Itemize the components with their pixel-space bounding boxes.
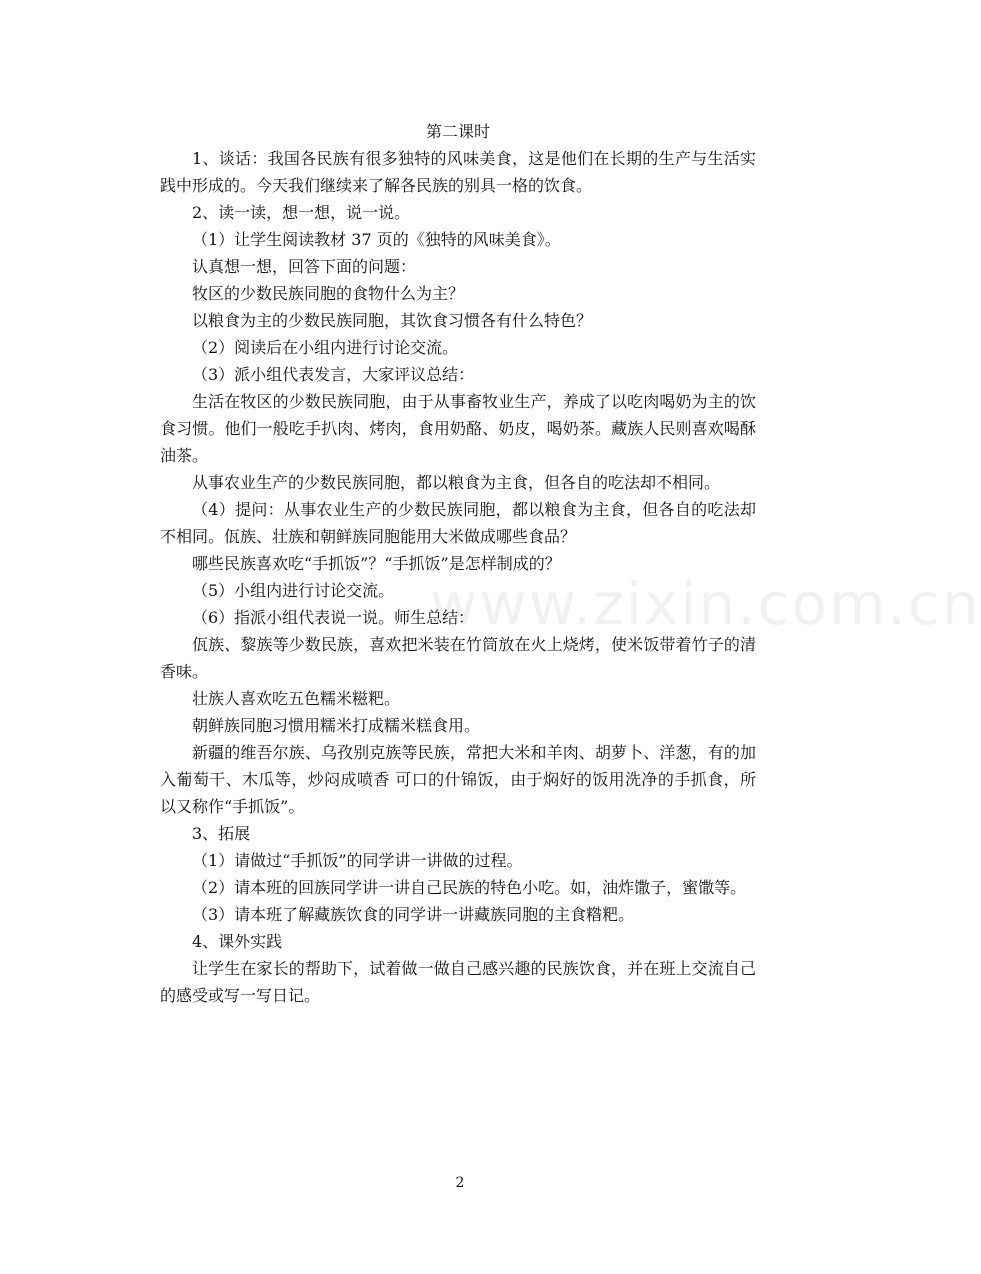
step-2-heading: 2、读一读，想一想，说一说。: [192, 203, 411, 222]
zhuang-ciba-paragraph: 壮族人喜欢吃五色糯米糍粑。: [192, 689, 401, 708]
step-4-heading: 4、课外实践: [192, 932, 283, 951]
hand-rice-question-paragraph: 哪些民族喜欢吃“手抓饭”？“手抓饭”是怎样制成的？: [192, 554, 561, 573]
bamboo-rice-paragraph: 佤族、黎族等少数民族，喜欢把米装在竹筒放在火上烧烤，使米饭带着竹子的清香味。: [160, 635, 756, 681]
document-body: [160, 118, 756, 1009]
step-3-heading: 3、拓展: [192, 824, 251, 843]
extension-1-paragraph: （1）请做过“手抓饭”的同学讲一讲做的过程。: [192, 851, 523, 870]
extension-2-paragraph: （2）请本班的回族同学讲一讲自己民族的特色小吃。如，油炸馓子，蜜馓等。: [192, 878, 747, 897]
reading-task-paragraph: （1）让学生阅读教材 37 页的《独特的风味美食》。: [192, 230, 561, 249]
group-report-paragraph: （3）派小组代表发言，大家评议总结：: [192, 365, 475, 384]
korean-ricecake-paragraph: 朝鲜族同胞习惯用糯米打成糯米糕食用。: [192, 716, 481, 735]
think-prompt-paragraph: 认真想一想，回答下面的问题：: [192, 257, 417, 276]
group-discussion-paragraph: （2）阅读后在小组内进行讨论交流。: [192, 338, 459, 357]
agricultural-diet-paragraph: 从事农业生产的少数民族同胞，都以粮食为主食，但各自的吃法却不相同。: [192, 473, 721, 492]
pastoral-diet-paragraph: 生活在牧区的少数民族同胞，由于从事畜牧业生产，养成了以吃肉喝奶为主的饮食习惯。他们一般吃手扒肉、烤肉，食用奶酪、奶皮，喝奶茶。藏族人民则喜欢喝酥油茶。: [160, 392, 756, 465]
watermark: www.zixin.com.cn: [430, 570, 981, 638]
page-number: 2: [455, 1175, 465, 1191]
question-2-paragraph: 以粮食为主的少数民族同胞，其饮食习惯各有什么特色？: [192, 311, 593, 330]
step-5-paragraph: （5）小组内进行讨论交流。: [192, 581, 395, 600]
intro-talk-paragraph: 1、谈话：我国各民族有很多独特的风味美食，这是他们在长期的生产与生活实践中形成的。今天我们继续来了解各民族的别具一格的饮食。: [160, 149, 756, 195]
lesson-title: 第二课时: [425, 122, 490, 141]
step-6-paragraph: （6）指派小组代表说一说。师生总结：: [192, 608, 475, 627]
question-step-4-paragraph: （4）提问：从事农业生产的少数民族同胞，都以粮食为主食，但各自的吃法却不相同。佤族、壮族和朝鲜族同胞能用大米做成哪些食品？: [160, 500, 756, 546]
xinjiang-pilaf-paragraph: 新疆的维吾尔族、乌孜别克族等民族，常把大米和羊肉、胡萝卜、洋葱，有的加入葡萄干、木瓜等，炒闷成喷香 可口的什锦饭，由于焖好的饭用洗净的手抓食，所以又称作“手抓饭”。: [160, 743, 756, 816]
question-1-paragraph: 牧区的少数民族同胞的食物什么为主？: [192, 284, 465, 303]
extension-3-paragraph: （3）请本班了解藏族饮食的同学讲一讲藏族同胞的主食糌粑。: [192, 905, 635, 924]
practice-paragraph: 让学生在家长的帮助下，试着做一做自己感兴趣的民族饮食，并在班上交流自己的感受或写一写日记。: [160, 959, 756, 1005]
